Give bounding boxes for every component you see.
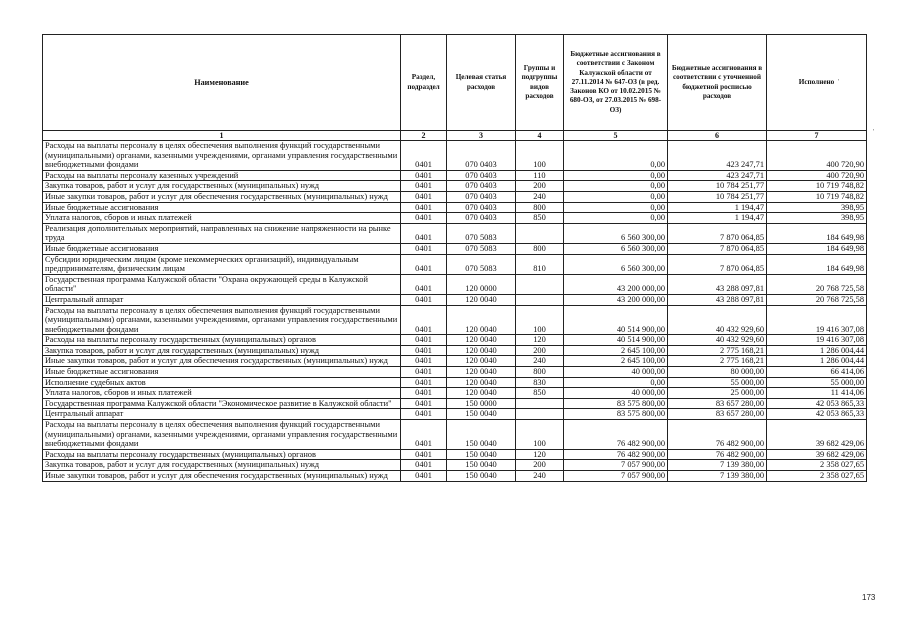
row-section-cell: 0401 xyxy=(401,202,447,213)
row-group-cell xyxy=(516,409,564,420)
col-number: 7 xyxy=(767,131,867,141)
row-target-cell: 120 0040 xyxy=(447,294,516,305)
row-target-cell: 120 0040 xyxy=(447,367,516,378)
row-section-cell: 0401 xyxy=(401,274,447,294)
row-target-cell: 120 0040 xyxy=(447,388,516,399)
row-executed-cell: 400 720,90 xyxy=(767,141,867,171)
row-target-cell: 120 0040 xyxy=(447,356,516,367)
budget-table xyxy=(42,34,867,482)
row-refined-cell: 83 657 280,00 xyxy=(668,398,767,409)
row-law-cell: 0,00 xyxy=(564,141,668,171)
row-section-cell: 0401 xyxy=(401,345,447,356)
row-refined-cell: 1 194,47 xyxy=(668,213,767,224)
row-refined-cell: 1 194,47 xyxy=(668,202,767,213)
row-target-cell: 120 0040 xyxy=(447,377,516,388)
row-section-cell: 0401 xyxy=(401,141,447,171)
row-refined-cell: 7 870 064,85 xyxy=(668,243,767,254)
table-row xyxy=(43,191,867,202)
row-group-cell xyxy=(516,223,564,243)
table-row xyxy=(43,409,867,420)
row-section-cell: 0401 xyxy=(401,294,447,305)
row-law-cell: 40 514 900,00 xyxy=(564,335,668,346)
row-section-cell: 0401 xyxy=(401,305,447,335)
row-law-cell: 7 057 900,00 xyxy=(564,471,668,482)
row-executed-cell: 184 649,98 xyxy=(767,254,867,274)
row-group-cell: 120 xyxy=(516,449,564,460)
row-section-cell: 0401 xyxy=(401,254,447,274)
row-section-cell: 0401 xyxy=(401,243,447,254)
table-row xyxy=(43,181,867,192)
row-section-cell: 0401 xyxy=(401,388,447,399)
row-law-cell: 0,00 xyxy=(564,377,668,388)
col-number: 4 xyxy=(516,131,564,141)
table-header-row xyxy=(43,35,867,131)
col-number: 2 xyxy=(401,131,447,141)
row-section-cell: 0401 xyxy=(401,367,447,378)
row-name-cell: Реализация дополнительных мероприятий, направленных на снижение напряженности на рынке труда xyxy=(43,223,401,243)
row-target-cell: 070 0403 xyxy=(447,202,516,213)
col-header-groups: Группы и подгруппы видов расходов xyxy=(516,35,564,131)
row-law-cell: 6 560 300,00 xyxy=(564,243,668,254)
row-section-cell: 0401 xyxy=(401,409,447,420)
row-executed-cell: 20 768 725,58 xyxy=(767,274,867,294)
row-name-cell: Иные бюджетные ассигнования xyxy=(43,243,401,254)
row-name-cell: Закупка товаров, работ и услуг для государственных (муниципальных) нужд xyxy=(43,181,401,192)
row-law-cell: 43 200 000,00 xyxy=(564,294,668,305)
row-name-cell: Расходы на выплаты персоналу государственных (муниципальных) органов xyxy=(43,335,401,346)
row-executed-cell: 10 719 748,82 xyxy=(767,191,867,202)
col-number: 6 xyxy=(668,131,767,141)
row-refined-cell: 2 775 168,21 xyxy=(668,356,767,367)
col-header-target: Целевая статья расходов xyxy=(447,35,516,131)
row-group-cell: 100 xyxy=(516,420,564,450)
row-refined-cell: 423 247,71 xyxy=(668,141,767,171)
row-executed-cell: 42 053 865,33 xyxy=(767,409,867,420)
row-law-cell: 2 645 100,00 xyxy=(564,356,668,367)
col-header-refined: Бюджетные ассигнования в соответствии с уточненной бюджетной росписью расходов xyxy=(668,35,767,131)
row-group-cell: 810 xyxy=(516,254,564,274)
row-name-cell: Расходы на выплаты персоналу в целях обеспечения выполнения функций государственными (муниципальными) органами, казенными учреждениями, органами управления государственными внебюджетными фондами xyxy=(43,420,401,450)
row-name-cell: Иные закупки товаров, работ и услуг для обеспечения государственных (муниципальных) нужд xyxy=(43,191,401,202)
row-section-cell: 0401 xyxy=(401,420,447,450)
page-number: 173 xyxy=(862,593,876,602)
table-row xyxy=(43,213,867,224)
row-executed-cell: 1 286 004,44 xyxy=(767,345,867,356)
row-name-cell: Уплата налогов, сборов и иных платежей xyxy=(43,388,401,399)
table-row xyxy=(43,388,867,399)
row-law-cell: 0,00 xyxy=(564,213,668,224)
row-name-cell: Иные закупки товаров, работ и услуг для обеспечения государственных (муниципальных) нужд xyxy=(43,471,401,482)
row-group-cell xyxy=(516,274,564,294)
table-row xyxy=(43,202,867,213)
row-law-cell: 40 000,00 xyxy=(564,367,668,378)
col-header-executed: Исполнено xyxy=(767,35,867,131)
row-group-cell: 240 xyxy=(516,191,564,202)
row-target-cell: 120 0040 xyxy=(447,335,516,346)
row-refined-cell: 80 000,00 xyxy=(668,367,767,378)
row-law-cell: 40 000,00 xyxy=(564,388,668,399)
row-executed-cell: 39 682 429,06 xyxy=(767,449,867,460)
table-row xyxy=(43,377,867,388)
row-target-cell: 150 0040 xyxy=(447,449,516,460)
row-law-cell: 0,00 xyxy=(564,202,668,213)
row-target-cell: 070 0403 xyxy=(447,181,516,192)
row-law-cell: 76 482 900,00 xyxy=(564,449,668,460)
table-row xyxy=(43,471,867,482)
row-group-cell: 200 xyxy=(516,181,564,192)
row-name-cell: Центральный аппарат xyxy=(43,294,401,305)
row-name-cell: Государственная программа Калужской области "Охрана окружающей среды в Калужской области" xyxy=(43,274,401,294)
col-header-name: Наименование xyxy=(43,35,401,131)
row-target-cell: 070 5083 xyxy=(447,254,516,274)
row-executed-cell: 2 358 027,65 xyxy=(767,460,867,471)
row-name-cell: Расходы на выплаты персоналу в целях обеспечения выполнения функций государственными (муниципальными) органами, казенными учреждениями, органами управления государственными внебюджетными фондами xyxy=(43,141,401,171)
row-executed-cell: 42 053 865,33 xyxy=(767,398,867,409)
row-target-cell: 070 5083 xyxy=(447,243,516,254)
row-section-cell: 0401 xyxy=(401,460,447,471)
table-row xyxy=(43,305,867,335)
table-row xyxy=(43,170,867,181)
row-section-cell: 0401 xyxy=(401,471,447,482)
row-section-cell: 0401 xyxy=(401,398,447,409)
row-group-cell xyxy=(516,398,564,409)
row-target-cell: 150 0000 xyxy=(447,398,516,409)
row-section-cell: 0401 xyxy=(401,181,447,192)
row-refined-cell: 25 000,00 xyxy=(668,388,767,399)
row-target-cell: 150 0040 xyxy=(447,420,516,450)
scan-mark: ' xyxy=(873,128,875,136)
row-target-cell: 150 0040 xyxy=(447,471,516,482)
row-refined-cell: 76 482 900,00 xyxy=(668,449,767,460)
row-refined-cell: 43 288 097,81 xyxy=(668,294,767,305)
table-row xyxy=(43,294,867,305)
row-section-cell: 0401 xyxy=(401,335,447,346)
row-name-cell: Государственная программа Калужской области "Экономическое развитие в Калужской области" xyxy=(43,398,401,409)
row-refined-cell: 40 432 929,60 xyxy=(668,305,767,335)
row-refined-cell: 7 139 380,00 xyxy=(668,460,767,471)
row-group-cell: 800 xyxy=(516,367,564,378)
row-executed-cell: 19 416 307,08 xyxy=(767,335,867,346)
table-row xyxy=(43,335,867,346)
row-section-cell: 0401 xyxy=(401,170,447,181)
row-section-cell: 0401 xyxy=(401,356,447,367)
row-law-cell: 83 575 800,00 xyxy=(564,398,668,409)
row-group-cell: 120 xyxy=(516,335,564,346)
row-group-cell: 800 xyxy=(516,243,564,254)
row-refined-cell: 423 247,71 xyxy=(668,170,767,181)
row-group-cell: 850 xyxy=(516,388,564,399)
row-group-cell: 100 xyxy=(516,305,564,335)
row-executed-cell: 400 720,90 xyxy=(767,170,867,181)
row-target-cell: 070 0403 xyxy=(447,170,516,181)
row-target-cell: 150 0040 xyxy=(447,409,516,420)
row-executed-cell: 66 414,06 xyxy=(767,367,867,378)
row-target-cell: 070 0403 xyxy=(447,213,516,224)
row-law-cell: 6 560 300,00 xyxy=(564,254,668,274)
row-section-cell: 0401 xyxy=(401,449,447,460)
table-row xyxy=(43,356,867,367)
row-law-cell: 43 200 000,00 xyxy=(564,274,668,294)
row-name-cell: Субсидии юридическим лицам (кроме некоммерческих организаций), индивидуальным предпринимателям, физическим лицам xyxy=(43,254,401,274)
row-name-cell: Иные бюджетные ассигнования xyxy=(43,367,401,378)
row-name-cell: Закупка товаров, работ и услуг для государственных (муниципальных) нужд xyxy=(43,345,401,356)
row-target-cell: 120 0040 xyxy=(447,305,516,335)
row-law-cell: 83 575 800,00 xyxy=(564,409,668,420)
table-row xyxy=(43,243,867,254)
row-target-cell: 150 0040 xyxy=(447,460,516,471)
row-group-cell: 110 xyxy=(516,170,564,181)
row-group-cell: 830 xyxy=(516,377,564,388)
table-row xyxy=(43,367,867,378)
row-executed-cell: 398,95 xyxy=(767,213,867,224)
row-law-cell: 0,00 xyxy=(564,191,668,202)
row-group-cell xyxy=(516,294,564,305)
col-header-law: Бюджетные ассигнования в соответствии с Законом Калужской области от 27.11.2014 № 647-ОЗ (в ред. Законов КО от 10.02.2015 № 680-ОЗ, от 27.03.2015 № 698-ОЗ) xyxy=(564,35,668,131)
table-row xyxy=(43,141,867,171)
row-group-cell: 800 xyxy=(516,202,564,213)
table-row xyxy=(43,398,867,409)
row-target-cell: 070 0403 xyxy=(447,141,516,171)
row-executed-cell: 398,95 xyxy=(767,202,867,213)
row-executed-cell: 10 719 748,82 xyxy=(767,181,867,192)
row-group-cell: 850 xyxy=(516,213,564,224)
row-section-cell: 0401 xyxy=(401,191,447,202)
col-number: 1 xyxy=(43,131,401,141)
col-number: 5 xyxy=(564,131,668,141)
table-row xyxy=(43,223,867,243)
table-row xyxy=(43,254,867,274)
row-target-cell: 120 0040 xyxy=(447,345,516,356)
row-executed-cell: 20 768 725,58 xyxy=(767,294,867,305)
row-law-cell: 7 057 900,00 xyxy=(564,460,668,471)
table-body xyxy=(43,141,867,482)
row-section-cell: 0401 xyxy=(401,223,447,243)
row-name-cell: Иные закупки товаров, работ и услуг для обеспечения государственных (муниципальных) нужд xyxy=(43,356,401,367)
row-executed-cell: 184 649,98 xyxy=(767,223,867,243)
column-number-row xyxy=(43,131,867,141)
row-executed-cell: 2 358 027,65 xyxy=(767,471,867,482)
table-row xyxy=(43,420,867,450)
row-name-cell: Закупка товаров, работ и услуг для государственных (муниципальных) нужд xyxy=(43,460,401,471)
row-section-cell: 0401 xyxy=(401,213,447,224)
scan-mark: ' xyxy=(838,78,840,86)
row-section-cell: 0401 xyxy=(401,377,447,388)
row-refined-cell: 40 432 929,60 xyxy=(668,335,767,346)
row-target-cell: 120 0000 xyxy=(447,274,516,294)
row-refined-cell: 55 000,00 xyxy=(668,377,767,388)
row-executed-cell: 11 414,06 xyxy=(767,388,867,399)
col-number: 3 xyxy=(447,131,516,141)
row-name-cell: Уплата налогов, сборов и иных платежей xyxy=(43,213,401,224)
col-header-section: Раздел, подраздел xyxy=(401,35,447,131)
row-name-cell: Исполнение судебных актов xyxy=(43,377,401,388)
row-refined-cell: 10 784 251,77 xyxy=(668,191,767,202)
row-executed-cell: 39 682 429,06 xyxy=(767,420,867,450)
row-refined-cell: 83 657 280,00 xyxy=(668,409,767,420)
row-group-cell: 240 xyxy=(516,356,564,367)
row-executed-cell: 1 286 004,44 xyxy=(767,356,867,367)
row-law-cell: 0,00 xyxy=(564,181,668,192)
row-name-cell: Расходы на выплаты персоналу государственных (муниципальных) органов xyxy=(43,449,401,460)
row-group-cell: 200 xyxy=(516,460,564,471)
row-refined-cell: 10 784 251,77 xyxy=(668,181,767,192)
row-group-cell: 240 xyxy=(516,471,564,482)
row-executed-cell: 55 000,00 xyxy=(767,377,867,388)
row-law-cell: 6 560 300,00 xyxy=(564,223,668,243)
row-group-cell: 100 xyxy=(516,141,564,171)
row-target-cell: 070 5083 xyxy=(447,223,516,243)
row-refined-cell: 7 870 064,85 xyxy=(668,254,767,274)
row-refined-cell: 2 775 168,21 xyxy=(668,345,767,356)
row-refined-cell: 76 482 900,00 xyxy=(668,420,767,450)
row-refined-cell: 7 139 380,00 xyxy=(668,471,767,482)
table-row xyxy=(43,449,867,460)
row-target-cell: 070 0403 xyxy=(447,191,516,202)
row-name-cell: Расходы на выплаты персоналу в целях обеспечения выполнения функций государственными (муниципальными) органами, казенными учреждениями, органами управления государственными внебюджетными фондами xyxy=(43,305,401,335)
row-group-cell: 200 xyxy=(516,345,564,356)
table-row xyxy=(43,460,867,471)
row-executed-cell: 184 649,98 xyxy=(767,243,867,254)
row-law-cell: 0,00 xyxy=(564,170,668,181)
row-name-cell: Расходы на выплаты персоналу казенных учреждений xyxy=(43,170,401,181)
row-refined-cell: 7 870 064,85 xyxy=(668,223,767,243)
row-law-cell: 76 482 900,00 xyxy=(564,420,668,450)
row-law-cell: 40 514 900,00 xyxy=(564,305,668,335)
row-name-cell: Центральный аппарат xyxy=(43,409,401,420)
row-name-cell: Иные бюджетные ассигнования xyxy=(43,202,401,213)
row-law-cell: 2 645 100,00 xyxy=(564,345,668,356)
table-row xyxy=(43,274,867,294)
row-executed-cell: 19 416 307,08 xyxy=(767,305,867,335)
row-refined-cell: 43 288 097,81 xyxy=(668,274,767,294)
table-row xyxy=(43,345,867,356)
